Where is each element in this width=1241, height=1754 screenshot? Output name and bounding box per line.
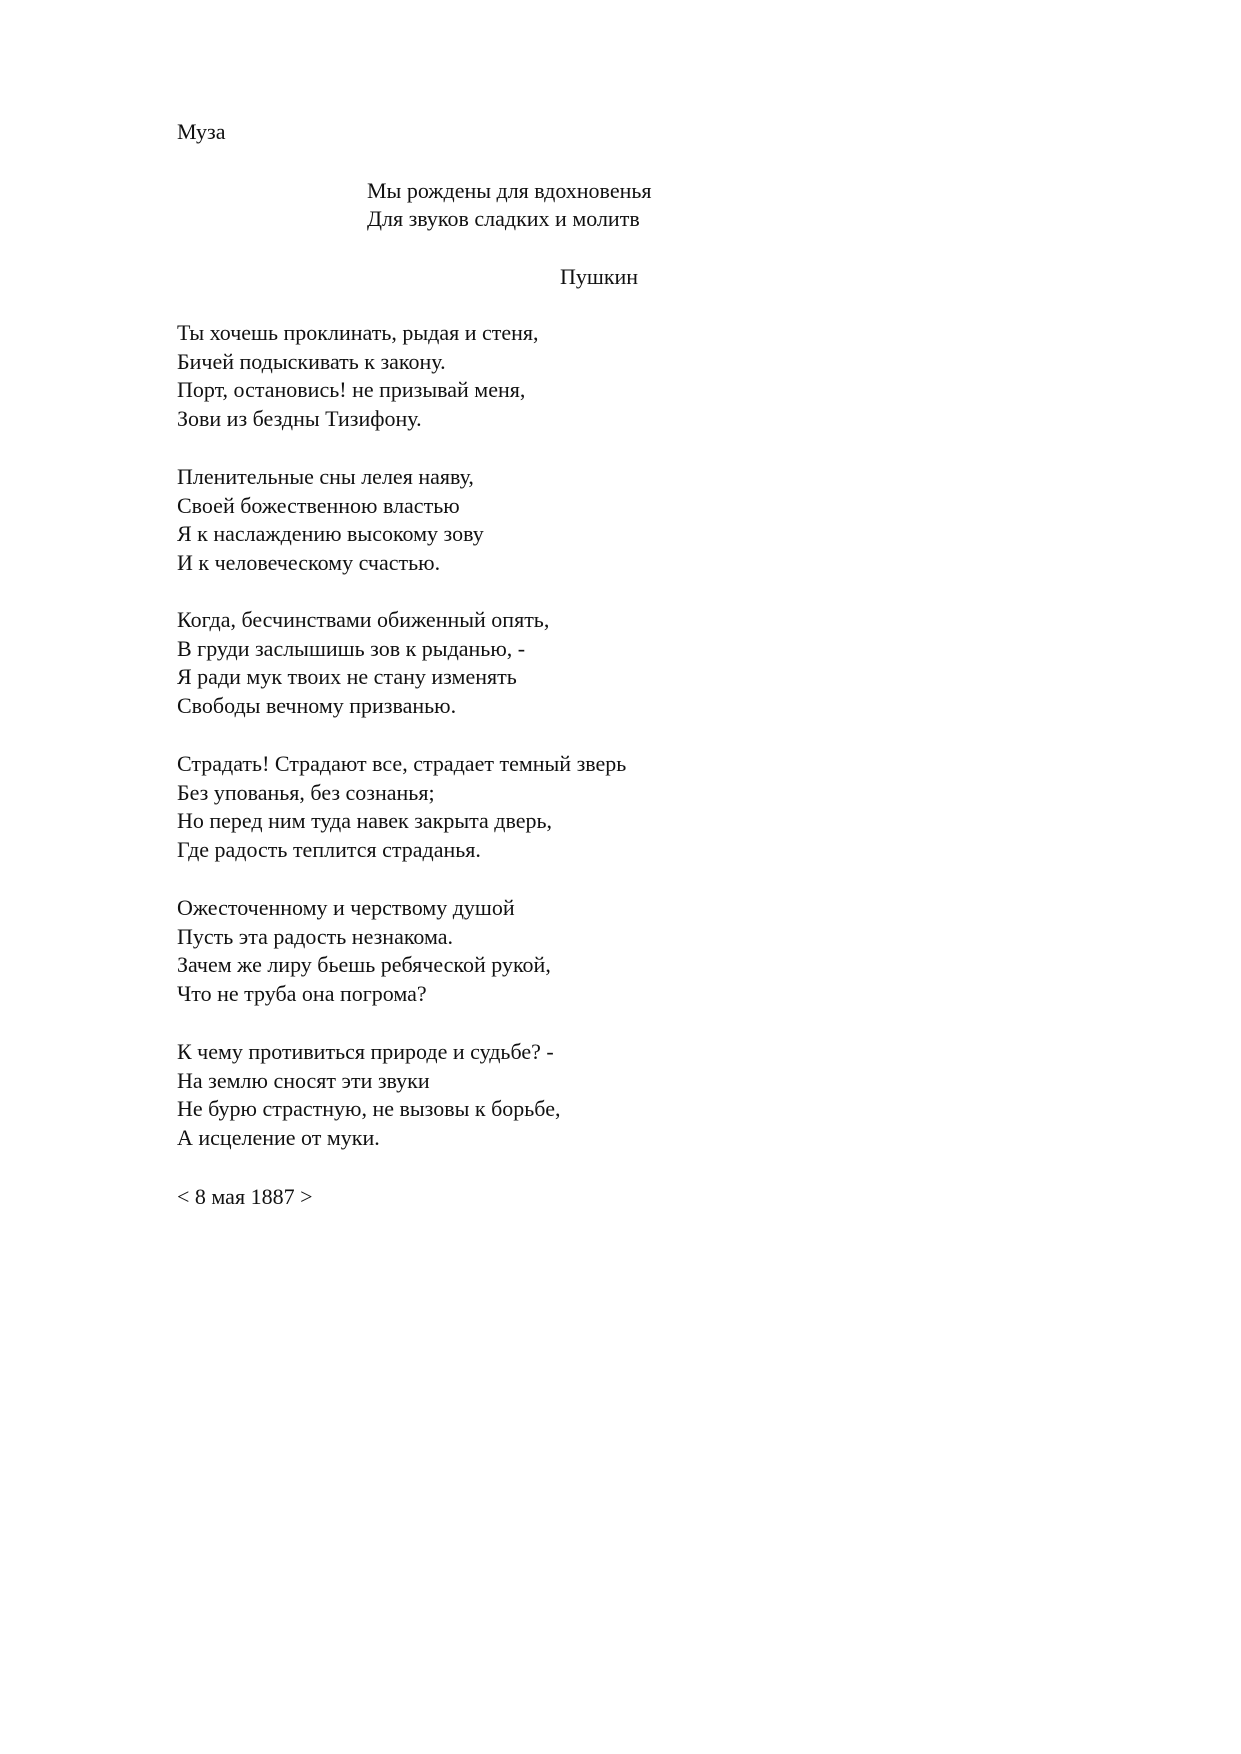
stanza	[177, 319, 539, 434]
epigraph-author: Пушкин	[560, 264, 639, 289]
stanza	[177, 606, 549, 721]
stanza	[177, 750, 626, 865]
verse-line: Своей божественною властью	[177, 492, 460, 518]
poem-date: < 8 мая 1887 >	[177, 1184, 313, 1209]
verse-line: Не бурю страстную, не вызовы к борьбе,	[177, 1096, 561, 1122]
verse-line: Когда, бесчинствами обиженный опять,	[177, 607, 550, 632]
verse-line: Я к наслаждению высокому зову	[177, 521, 484, 547]
verse-line: Что не труба она погрома?	[177, 981, 427, 1007]
verse-line: Пусть эта радость незнакома.	[177, 923, 454, 949]
stanza	[177, 1038, 560, 1153]
epigraph-line: Мы рождены для вдохновенья	[367, 178, 652, 203]
verse-line: Зови из бездны Тизифону.	[177, 406, 422, 432]
verse-line: А исцеление от муки.	[177, 1125, 380, 1151]
stanza	[177, 463, 484, 578]
verse-line: К чему противиться природе и судьбе? -	[177, 1039, 554, 1064]
verse-line: Без упованья, без сознанья;	[177, 779, 435, 805]
verse-line: Зачем же лиру бьешь ребяческой рукой,	[177, 952, 551, 978]
verse-line: Свободы вечному призванью.	[177, 693, 457, 719]
poem-title: Муза	[177, 119, 226, 144]
verse-line: Бичей подыскивать к закону.	[177, 348, 446, 374]
verse-line: Но перед ним туда навек закрыта дверь,	[177, 808, 553, 834]
verse-line: Ты хочешь проклинать, рыдая и стеня,	[177, 320, 539, 345]
stanza	[177, 894, 551, 1009]
verse-line: Пленительные сны лелея наяву,	[177, 464, 474, 489]
epigraph-line: Для звуков сладких и молитв	[367, 206, 640, 231]
verse-line: Ожесточенному и черствому душой	[177, 895, 515, 920]
verse-line: Где радость теплится страданья.	[177, 837, 481, 863]
verse-line: Страдать! Страдают все, страдает темный зверь	[177, 751, 627, 776]
verse-line: Порт, остановись! не призывай меня,	[177, 377, 526, 403]
verse-line: На землю сносят эти звуки	[177, 1067, 430, 1093]
verse-line: Я ради мук твоих не стану изменять	[177, 664, 517, 690]
verse-line: В груди заслышишь зов к рыданью, -	[177, 635, 526, 661]
verse-line: И к человеческому счастью.	[177, 550, 441, 576]
